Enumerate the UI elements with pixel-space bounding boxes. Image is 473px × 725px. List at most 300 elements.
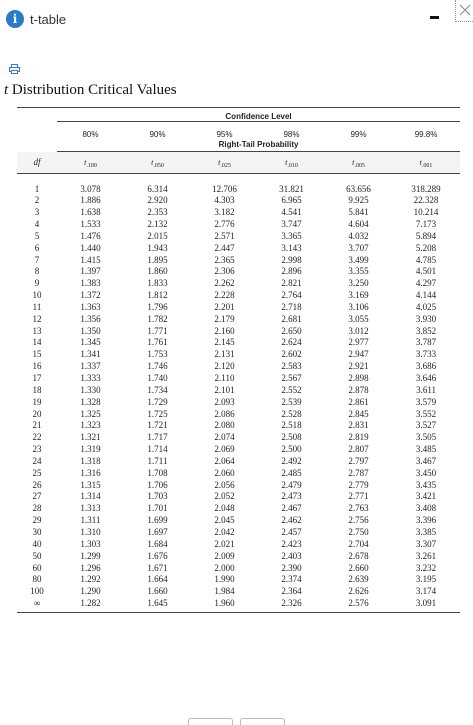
critical-value-cell: 4.025 [415, 301, 437, 312]
df-header: df [17, 152, 57, 174]
confidence-level-header: 99% [350, 129, 367, 139]
df-cell: 17 [32, 373, 42, 383]
critical-value-cell: 1.372 [80, 290, 101, 301]
critical-value-cell: 3.499 [348, 254, 369, 265]
info-icon[interactable]: i [6, 10, 24, 28]
critical-value-cell: 2.518 [281, 420, 302, 431]
critical-value-cell: 6.965 [281, 195, 302, 206]
critical-value-cell: 2.492 [281, 455, 302, 466]
tail-probability-value: .005 [354, 162, 365, 169]
title-t: t [4, 82, 9, 98]
critical-value-cell: 1.345 [80, 337, 101, 348]
tail-probability-value: .010 [287, 162, 298, 169]
critical-value-cell: 4.303 [214, 195, 235, 206]
critical-value-cell: 5.208 [415, 242, 437, 253]
table-row [17, 266, 460, 278]
critical-value-cell: 1.782 [147, 313, 168, 324]
critical-value-cell: 2.457 [281, 526, 302, 537]
table-row [17, 468, 460, 480]
critical-value-cell: 3.527 [415, 420, 437, 431]
critical-value-cell: 2.764 [281, 290, 302, 301]
table-row [17, 314, 460, 326]
critical-value-cell: 2.403 [281, 550, 302, 561]
confidence-level-label: Confidence Level [57, 108, 460, 122]
critical-value-cell: 2.365 [214, 254, 235, 265]
critical-value-cell: 2.771 [348, 491, 369, 502]
critical-value-cell: 2.821 [281, 278, 302, 289]
critical-value-cell: 3.611 [416, 384, 436, 395]
critical-value-cell: 2.552 [281, 384, 302, 395]
critical-value-cell: 3.552 [415, 408, 437, 419]
table-row [17, 551, 460, 563]
right-tail-label: Right-Tail Probability [57, 139, 460, 152]
critical-value-cell: 1.753 [147, 349, 168, 360]
critical-value-cell: 2.500 [281, 444, 302, 455]
critical-value-cell: 2.528 [281, 408, 302, 419]
critical-value-cell: 2.374 [281, 574, 302, 585]
critical-value-cell: 1.990 [214, 574, 235, 585]
critical-value-cell: 1.303 [80, 538, 101, 549]
critical-value-cell: 4.297 [415, 278, 437, 289]
df-cell: 14 [32, 337, 42, 348]
df-cell: 11 [32, 301, 42, 312]
corner-cell [17, 139, 57, 152]
spacer [17, 174, 460, 184]
tail-probability-header [392, 152, 460, 174]
critical-value-cell: 2.086 [214, 408, 235, 419]
critical-value-cell: 9.925 [348, 195, 369, 206]
table-row [17, 255, 460, 267]
critical-value-cell: 1.311 [80, 515, 101, 526]
critical-value-cell: 1.725 [147, 408, 168, 419]
tail-probability-value: .050 [153, 162, 164, 169]
critical-value-cell: 1.717 [147, 432, 168, 443]
critical-value-cell: 1.330 [80, 384, 101, 395]
df-cell: 9 [34, 278, 40, 289]
confidence-level-header: 98% [283, 129, 300, 139]
critical-value-cell: 1.356 [80, 313, 101, 324]
critical-value-cell: 3.012 [348, 325, 369, 336]
critical-value-cell: 3.396 [415, 515, 437, 526]
df-cell: 100 [30, 586, 44, 597]
critical-value-cell: 2.021 [214, 538, 235, 549]
df-cell: 60 [32, 562, 42, 573]
table-row [17, 361, 460, 373]
critical-value-cell: 2.120 [214, 361, 235, 372]
critical-value-cell: 1.660 [147, 586, 168, 597]
table-row [17, 278, 460, 290]
critical-value-cell: 1.684 [147, 538, 168, 549]
critical-value-cell: 2.807 [348, 444, 369, 455]
t-distribution-table [17, 107, 460, 613]
critical-value-cell: 1.706 [147, 479, 168, 490]
critical-value-cell: 3.747 [281, 219, 302, 230]
critical-value-cell: 1.833 [147, 278, 168, 289]
critical-value-cell: 2.763 [348, 503, 369, 514]
critical-value-cell: 2.861 [348, 396, 369, 407]
table-row [17, 563, 460, 575]
critical-value-cell: 2.756 [348, 515, 369, 526]
critical-value-cell: 22.328 [413, 195, 439, 206]
table-row [17, 432, 460, 444]
critical-value-cell: 1.314 [80, 491, 101, 502]
df-cell: ∞ [17, 598, 57, 612]
critical-value-cell: 1.292 [80, 574, 101, 585]
critical-value-cell: 2.473 [281, 491, 302, 502]
critical-value-cell: 1.796 [147, 301, 168, 312]
critical-value-cell: 2.093 [214, 396, 235, 407]
critical-value-cell: 2.750 [348, 526, 369, 537]
critical-value-cell: 3.686 [415, 361, 437, 372]
critical-value-cell: 2.101 [214, 384, 235, 395]
corner-cell [17, 108, 57, 122]
table-row [17, 397, 460, 409]
df-cell: 7 [34, 254, 40, 265]
df-cell: 3 [34, 207, 40, 218]
critical-value-cell: 2.080 [214, 420, 235, 431]
critical-value-cell: 2.896 [281, 266, 302, 277]
critical-value-cell: 2.060 [214, 467, 235, 478]
critical-value-cell: 2.009 [214, 550, 235, 561]
critical-value-cell: 1.290 [80, 586, 101, 597]
critical-value-cell: 2.056 [214, 479, 235, 490]
critical-value-cell: 2.998 [281, 254, 302, 265]
table-row [17, 349, 460, 361]
critical-value-cell: 1.315 [80, 479, 101, 490]
df-cell: 29 [32, 515, 42, 526]
critical-value-cell: 1.703 [147, 491, 168, 502]
tail-probability-header [124, 152, 191, 174]
table-row [17, 409, 460, 421]
critical-value-cell: 1.771 [147, 325, 168, 336]
critical-value-cell: 1.318 [80, 455, 101, 466]
table-row [17, 195, 460, 207]
df-cell: 22 [32, 432, 42, 443]
critical-value-cell: 2.787 [348, 467, 369, 478]
critical-value-cell: 1.697 [147, 526, 168, 537]
critical-value-cell: 318.289 [411, 183, 441, 194]
critical-value-cell: 1.729 [147, 396, 168, 407]
critical-value-cell: 1.699 [147, 515, 168, 526]
critical-value-cell: 2.306 [214, 266, 235, 277]
df-cell: 5 [34, 230, 40, 241]
table-row [17, 290, 460, 302]
tail-probability-value: .025 [220, 162, 231, 169]
critical-value-cell: 2.179 [214, 313, 235, 324]
df-cell: 20 [32, 408, 42, 419]
critical-value-cell: 1.645 [124, 598, 191, 612]
critical-value-cell: 3.195 [415, 574, 437, 585]
df-cell: 10 [32, 290, 42, 301]
critical-value-cell: 1.714 [147, 444, 168, 455]
critical-value-cell: 1.341 [80, 349, 101, 360]
df-cell: 18 [32, 384, 42, 395]
critical-value-cell: 3.450 [415, 467, 437, 478]
critical-value-cell: 2.539 [281, 396, 302, 407]
critical-value-cell: 3.055 [348, 313, 369, 324]
critical-value-cell: 2.045 [214, 515, 235, 526]
title-bar [0, 0, 473, 40]
critical-value-cell: 2.042 [214, 526, 235, 537]
critical-value-cell: 2.576 [325, 598, 392, 612]
critical-value-cell: 1.333 [80, 373, 101, 383]
critical-value-cell: 1.886 [80, 195, 101, 206]
critical-value-cell: 2.650 [281, 325, 302, 336]
table-row [17, 207, 460, 219]
critical-value-cell: 5.841 [348, 207, 369, 218]
critical-value-cell: 1.740 [147, 373, 168, 383]
df-cell: 4 [34, 219, 40, 230]
critical-value-cell: 1.325 [80, 408, 101, 419]
table-row [17, 456, 460, 468]
df-cell: 13 [32, 325, 42, 336]
minimize-button[interactable] [428, 9, 442, 25]
critical-value-cell: 1.476 [80, 230, 101, 241]
critical-value-cell: 1.328 [80, 396, 101, 407]
tail-symbol: $t_{.050}$ [151, 157, 164, 169]
critical-value-cell: 1.440 [80, 242, 101, 253]
critical-value-cell: 1.734 [147, 384, 168, 395]
df-cell: 28 [32, 503, 42, 514]
tail-symbol: $t_{.100}$ [84, 157, 97, 169]
critical-value-cell: 2.977 [348, 337, 369, 348]
critical-value-cell: 3.930 [415, 313, 437, 324]
critical-value-cell: 2.064 [214, 455, 235, 466]
critical-value-cell: 3.261 [415, 550, 437, 561]
tail-probability-header [57, 152, 124, 174]
critical-value-cell: 2.353 [147, 207, 168, 218]
confidence-level-header: 80% [82, 129, 99, 139]
df-cell: 27 [32, 491, 42, 502]
tail-probability-value: .001 [421, 162, 433, 169]
critical-value-cell: 4.032 [348, 230, 369, 241]
critical-value-cell: 1.676 [147, 550, 168, 561]
critical-value-cell: 1.960 [191, 598, 258, 612]
critical-value-cell: 3.579 [415, 396, 437, 407]
table-row [17, 385, 460, 397]
critical-value-cell: 2.201 [214, 301, 235, 312]
tail-symbol: $t_{.025}$ [218, 157, 231, 169]
table-row [17, 491, 460, 503]
critical-value-cell: 3.355 [348, 266, 369, 277]
critical-value-cell: 4.501 [415, 266, 437, 277]
critical-value-cell: 10.214 [413, 207, 439, 218]
confidence-level-header: 90% [149, 129, 166, 139]
table-row [17, 574, 460, 586]
df-cell: 40 [32, 538, 42, 549]
critical-value-cell: 4.144 [415, 290, 437, 301]
critical-value-cell: 1.638 [80, 207, 101, 218]
critical-value-cell: 2.069 [214, 444, 235, 455]
critical-value-cell: 1.397 [80, 266, 101, 277]
table-row [17, 326, 460, 338]
table-row [17, 539, 460, 551]
critical-value-cell: 1.533 [80, 219, 101, 230]
critical-value-cell: 2.145 [214, 337, 235, 348]
table-row [17, 527, 460, 539]
critical-value-cell: 2.797 [348, 455, 369, 466]
window-title: t-table [30, 12, 67, 27]
critical-value-cell: 2.000 [214, 562, 235, 573]
df-cell: 2 [34, 195, 40, 206]
critical-value-cell: 2.508 [281, 432, 302, 443]
critical-value-cell: 1.296 [80, 562, 101, 573]
critical-value-cell: 3.106 [348, 301, 369, 312]
critical-value-cell: 1.350 [80, 325, 101, 336]
critical-value-cell: 2.624 [281, 337, 302, 348]
df-cell: 26 [32, 479, 42, 490]
df-cell: 23 [32, 444, 42, 455]
close-button[interactable] [455, 0, 473, 22]
critical-value-cell: 1.299 [80, 550, 101, 561]
confidence-level-header: 95% [216, 129, 233, 139]
critical-value-cell: 3.733 [415, 349, 437, 360]
critical-value-cell: 3.182 [214, 207, 235, 218]
critical-value-cell: 2.602 [281, 349, 302, 360]
table-row [17, 503, 460, 515]
critical-value-cell: 2.110 [214, 373, 235, 383]
critical-value-cell: 2.898 [348, 373, 369, 383]
critical-value-cell: 2.048 [214, 503, 235, 514]
df-cell: 80 [32, 574, 42, 585]
critical-value-cell: 2.479 [281, 479, 302, 490]
critical-value-cell: 2.262 [214, 278, 235, 289]
critical-value-cell: 2.831 [348, 420, 369, 431]
critical-value-cell: 3.646 [415, 373, 437, 383]
critical-value-cell: 2.819 [348, 432, 369, 443]
table-row [17, 420, 460, 432]
critical-value-cell: 2.326 [258, 598, 325, 612]
critical-value-cell: 1.711 [147, 455, 168, 466]
critical-value-cell: 3.169 [348, 290, 369, 301]
critical-value-cell: 2.567 [281, 373, 302, 383]
df-cell: 1 [34, 183, 40, 194]
critical-value-cell: 3.078 [80, 183, 101, 194]
critical-value-cell: 4.604 [348, 219, 369, 230]
tail-probability-header [325, 152, 392, 174]
critical-value-cell: 1.319 [80, 444, 101, 455]
critical-value-cell: 3.307 [415, 538, 437, 549]
table-row [17, 444, 460, 456]
critical-value-cell: 2.447 [214, 242, 235, 253]
tail-probability-value: .100 [86, 162, 97, 169]
df-cell: 50 [32, 550, 42, 561]
critical-value-cell: 3.467 [415, 455, 437, 466]
critical-value-cell: 2.681 [281, 313, 302, 324]
tail-symbol: $t_{.010}$ [285, 157, 298, 169]
critical-value-cell: 2.626 [348, 586, 369, 597]
critical-value-cell: 2.571 [214, 230, 235, 241]
critical-value-cell: 6.314 [147, 183, 168, 194]
print-icon[interactable] [9, 64, 20, 74]
critical-value-cell: 2.920 [147, 195, 168, 206]
critical-value-cell: 3.250 [348, 278, 369, 289]
critical-value-cell: 1.664 [147, 574, 168, 585]
corner-cell [17, 122, 57, 139]
critical-value-cell: 2.131 [214, 349, 235, 360]
critical-value-cell: 2.718 [281, 301, 302, 312]
critical-value-cell: 2.467 [281, 503, 302, 514]
critical-value-cell: 3.787 [415, 337, 437, 348]
critical-value-cell: 3.232 [415, 562, 437, 573]
tail-symbol: $t_{.001}$ [419, 157, 433, 169]
critical-value-cell: 63.656 [346, 183, 371, 194]
df-cell: 24 [32, 455, 42, 466]
critical-value-cell: 1.323 [80, 420, 101, 431]
critical-value-cell: 2.052 [214, 491, 235, 502]
critical-value-cell: 2.364 [281, 586, 302, 597]
critical-value-cell: 2.462 [281, 515, 302, 526]
critical-value-cell: 2.878 [348, 384, 369, 395]
critical-value-cell: 5.894 [415, 230, 437, 241]
critical-value-cell: 1.415 [80, 254, 101, 265]
df-cell: 19 [32, 396, 42, 407]
confidence-level-header: 99.8% [414, 129, 438, 139]
critical-value-cell: 3.485 [415, 444, 437, 455]
critical-value-cell: 2.423 [281, 538, 302, 549]
critical-value-cell: 1.701 [147, 503, 168, 514]
df-cell: 8 [34, 266, 40, 277]
critical-value-cell: 3.365 [281, 230, 302, 241]
df-cell: 25 [32, 467, 42, 478]
title-text: Distribution Critical Values [8, 82, 177, 98]
critical-value-cell: 2.947 [348, 349, 369, 360]
critical-value-cell: 1.708 [147, 467, 168, 478]
critical-value-cell: 1.671 [147, 562, 168, 573]
critical-value-cell: 7.173 [415, 219, 437, 230]
bottom-tab-left[interactable] [188, 718, 233, 725]
critical-value-cell: 3.707 [348, 242, 369, 253]
critical-value-cell: 1.943 [147, 242, 168, 253]
critical-value-cell: 1.337 [80, 361, 101, 372]
table-row [17, 598, 460, 612]
critical-value-cell: 12.706 [212, 183, 237, 194]
critical-value-cell: 2.160 [214, 325, 235, 336]
bottom-tab-right[interactable] [240, 718, 285, 725]
close-icon [459, 4, 471, 16]
table-row [17, 231, 460, 243]
table-row [17, 302, 460, 314]
critical-value-cell: 4.541 [281, 207, 302, 218]
df-cell: 12 [32, 313, 42, 324]
critical-value-cell: 3.408 [415, 503, 437, 514]
critical-value-cell: 2.074 [214, 432, 235, 443]
critical-value-cell: 2.228 [214, 290, 235, 301]
critical-value-cell: 2.921 [348, 361, 369, 372]
critical-value-cell: 1.282 [57, 598, 124, 612]
critical-value-cell: 3.852 [415, 325, 437, 336]
critical-value-cell: 4.785 [415, 254, 437, 265]
critical-value-cell: 1.895 [147, 254, 168, 265]
critical-value-cell: 1.313 [80, 503, 101, 514]
critical-value-cell: 2.779 [348, 479, 369, 490]
critical-value-cell: 1.984 [214, 586, 235, 597]
critical-value-cell: 3.421 [415, 491, 437, 502]
critical-value-cell: 3.435 [415, 479, 437, 490]
critical-value-cell: 2.583 [281, 361, 302, 372]
table-row [17, 337, 460, 349]
critical-value-cell: 1.310 [80, 526, 101, 537]
critical-value-cell: 31.821 [279, 183, 304, 194]
critical-value-cell: 1.721 [147, 420, 168, 431]
df-cell: 16 [32, 361, 42, 372]
critical-value-cell: 2.678 [348, 550, 369, 561]
df-cell: 6 [34, 242, 40, 253]
critical-value-cell: 3.505 [415, 432, 437, 443]
df-cell: 30 [32, 526, 42, 537]
df-cell: 21 [32, 420, 42, 431]
tail-probability-header [258, 152, 325, 174]
